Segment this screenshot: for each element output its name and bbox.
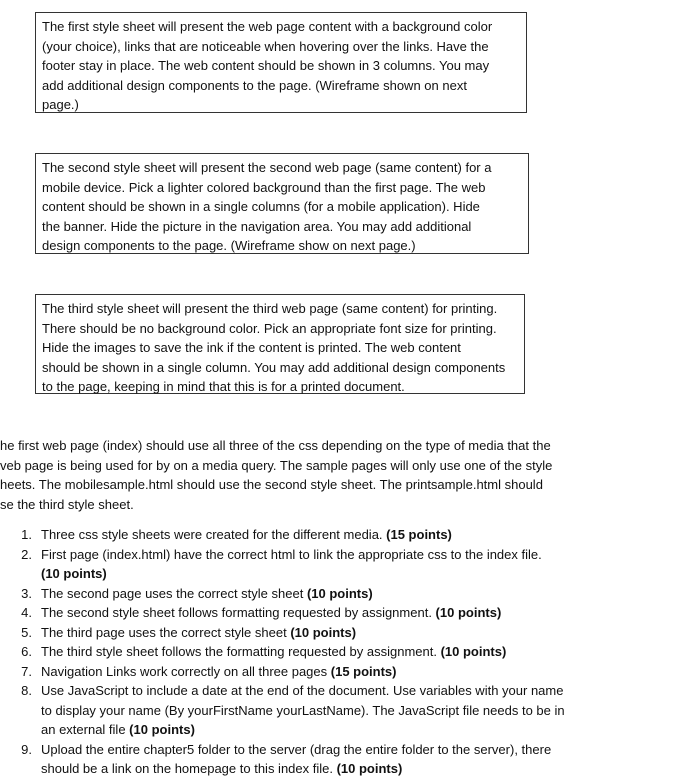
box-line: The first style sheet will present the web page content with a background color <box>42 19 493 34</box>
item-points: (10 points) <box>41 566 107 581</box>
media-query-paragraph <box>0 436 690 514</box>
item-text: First page (index.html) have the correct html to link the appropriate css to the index file. <box>41 546 542 562</box>
box-line: add additional design components to the page. (Wireframe shown on next <box>42 77 467 93</box>
item-points: (10 points) <box>290 624 357 640</box>
box-line: The second style sheet will present the second web page (same content) for a <box>42 160 492 175</box>
item-number: 5. <box>21 624 32 640</box>
item-number: 8. <box>21 683 32 698</box>
item-text: The third page uses the correct style sheet <box>41 624 291 640</box>
box-line: (your choice), links that are noticeable when hovering over the links. Have the <box>42 38 489 54</box>
item-number: 9. <box>21 741 32 757</box>
box-line: footer stay in place. The web content should be shown in 3 columns. You may <box>42 58 490 73</box>
checklist-item <box>14 545 574 584</box>
item-text: The second page uses the correct style sheet <box>41 585 307 601</box>
item-points: (10 points) <box>129 722 195 737</box>
box-line: the banner. Hide the picture in the navigation area. You may add additional <box>42 218 472 234</box>
checklist-item <box>14 603 574 623</box>
item-text: The second style sheet follows formatting requested by assignment. <box>41 605 436 620</box>
item-text: Upload the entire chapter5 folder to the server (drag the entire folder to the server), there should be a link on the homepage to this index file. <box>41 741 552 776</box>
box-line: Hide the images to save the ink if the content is printed. The web content <box>42 340 461 355</box>
checklist-item <box>14 584 574 604</box>
box-line: mobile device. Pick a lighter colored background than the first page. The web <box>42 179 486 195</box>
item-points: (10 points) <box>336 761 403 776</box>
item-points: (15 points) <box>330 663 397 679</box>
item-number: 7. <box>21 663 32 679</box>
item-number: 3. <box>21 585 32 601</box>
paragraph-line: veb page is being used for by on a media query. The sample pages will only use one of the style <box>0 457 553 473</box>
item-number: 1. <box>21 527 32 542</box>
box-line: The third style sheet will present the third web page (same content) for printing. <box>42 301 498 316</box>
requirement-box-third-style-sheet <box>35 294 525 394</box>
box-line: to the page, keeping in mind that this is for a printed document. <box>42 379 405 394</box>
box-line: page.) <box>42 97 79 112</box>
box-line: content should be shown in a single columns (for a mobile application). Hide <box>42 199 480 214</box>
item-number: 4. <box>21 605 32 620</box>
checklist-item <box>14 525 574 545</box>
box-line: should be shown in a single column. You may add additional design components <box>42 359 506 375</box>
checklist-item <box>14 662 574 682</box>
item-text: Three css style sheets were created for the different media. <box>41 527 387 542</box>
grading-checklist <box>14 525 574 779</box>
box-line: design components to the page. (Wireframe show on next page.) <box>42 238 416 253</box>
requirement-box-second-style-sheet <box>35 153 529 254</box>
checklist-item <box>14 740 574 779</box>
paragraph-line: heets. The mobilesample.html should use the second style sheet. The printsample.html should <box>0 477 543 492</box>
paragraph-line: se the third style sheet. <box>0 496 134 512</box>
checklist-item <box>14 623 574 643</box>
item-text: Navigation Links work correctly on all three pages <box>41 663 331 679</box>
item-points: (10 points) <box>306 585 373 601</box>
box-line: There should be no background color. Pick an appropriate font size for printing. <box>42 320 497 336</box>
item-number: 6. <box>21 644 32 659</box>
item-points: (10 points) <box>440 644 507 659</box>
item-text: Use JavaScript to include a date at the end of the document. Use variables with your name to display your name (By yourFirstName yourLastName). The JavaScript file needs to be in an external file <box>41 683 565 737</box>
item-points: (15 points) <box>386 527 452 542</box>
paragraph-line: he first web page (index) should use all three of the css depending on the type of media that the <box>0 438 551 453</box>
item-text: The third style sheet follows the formatting requested by assignment. <box>41 644 441 659</box>
item-number: 2. <box>21 546 32 562</box>
checklist-item <box>14 681 574 740</box>
item-points: (10 points) <box>435 605 502 620</box>
requirement-box-first-style-sheet <box>35 12 527 113</box>
checklist-item <box>14 642 574 662</box>
